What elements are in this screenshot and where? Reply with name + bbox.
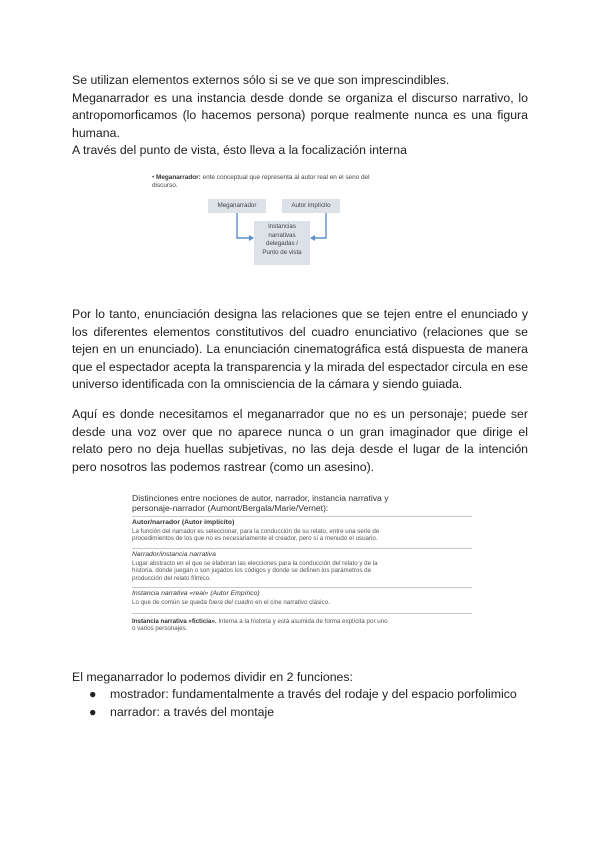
list-item-text: narrador: a través del montaje [110, 704, 275, 719]
text-italic: fuera del cuadro [208, 599, 254, 606]
paragraph-text: Por lo tanto, enunciación designa las relaciones que se tejen entre el enunciado y los diferentes elementos constitutivos del cuadro enunciativo (relaciones que se tejen en un enunciado). La enunciación cinematográfica está dispuesta de manera que el espectador acepta la transparencia y la mirada del espectador circula en ese universo identificada con la omnisciencia de la cámara y siendo guiada. [72, 307, 528, 392]
distinciones-figure [128, 492, 473, 642]
divider [132, 516, 472, 517]
text-part: Lo que de común se queda [132, 599, 209, 606]
divider [132, 587, 472, 588]
text-line: La función del narrador es seleccionar, para la conducción de su relato, entre una serie de [132, 528, 380, 535]
bullet-icon: ● [89, 704, 97, 719]
diagram-bullet-bold: Meganarrador: [156, 174, 201, 181]
box-autor-implicito: Autor implícito [282, 199, 340, 213]
section-text-narrador [132, 560, 472, 582]
enunciacion-paragraph [72, 306, 528, 394]
funciones-paragraph [72, 669, 528, 687]
divider [132, 548, 472, 549]
list-item [72, 686, 517, 704]
intro-line-2: Meganarrador es una instancia desde donde se organiza el discurso narrativo, lo antropomorficamos (lo hacemos persona) porque realmente nunca es una figura humana. [72, 90, 528, 140]
section-heading-real: Instancia narrativa «real» (Autor Empírico) [132, 590, 260, 597]
funciones-list [72, 686, 517, 721]
box-line: delegadas / [266, 240, 298, 248]
box-line: Instancias [268, 223, 296, 230]
intro-line-1: Se utilizan elementos externos sólo si se ve que son imprescindibles. [72, 73, 450, 87]
paragraph-text: El meganarrador lo podemos dividir en 2 funciones: [72, 670, 353, 684]
section-text-autor [132, 528, 472, 543]
bullet-icon: ● [89, 687, 97, 701]
text-line: Lugar abstracto en el que se elaboran las elecciones para la conducción del relato y de la [132, 560, 378, 567]
intro-paragraph [72, 72, 528, 160]
text-part: en el cine narrativo clásico. [253, 599, 330, 606]
list-item-text: mostrador: fundamentalmente a través del rodaje y del espacio porfolimico [110, 687, 517, 701]
section-heading-narrador: Narrador/instancia narrativa [132, 551, 216, 558]
text-line: o varios personajes. [132, 625, 188, 633]
text-line: producción del relato fílmico. [132, 574, 211, 582]
text-part: Interna a la historia y está asumida de forma explícita por uno [216, 618, 388, 625]
meganarrador-paragraph [72, 406, 528, 476]
text-line [132, 618, 472, 625]
text-line: historia, donde juegan o son jugados los códigos y donde se definen los parámetros de [132, 567, 372, 575]
divider [132, 613, 472, 614]
text-line: procedimientos de los que no es necesariamente el creador, pero sí a menudo el usuario. [132, 535, 378, 543]
meganarrador-diagram [150, 172, 400, 270]
bullet-dot: • [152, 174, 157, 181]
section-heading-autor: Autor/narrador (Autor implícito) [132, 519, 235, 526]
box-instancias-narrativas [254, 221, 310, 265]
section-ficticia [132, 618, 472, 633]
figure-title [132, 493, 472, 513]
section-text-real [132, 599, 472, 606]
paragraph-text: Aquí es donde necesitamos el meganarrador que no es un personaje; puede ser desde una voz over que no aparece nunca o un gran imaginador que dirige el relato pero no deja huellas subjetivas, no las deja desde el lugar de la intención pero nosotros las podemos rastrear (como un asesino). [72, 407, 528, 474]
list-item [72, 704, 517, 722]
intro-line-3: A través del punto de vista, ésto lleva a la focalización interna [72, 143, 407, 158]
section-heading-ficticia: Instancia narrativa «ficticia». [132, 618, 217, 625]
diagram-bullet-text: ente conceptual que representa al autor real en el seno del discurso. [152, 174, 370, 189]
box-line: Punto de vista [262, 248, 302, 256]
figure-title-line-1: Distinciones entre nociones de autor, narrador, instancia narrativa y [132, 493, 389, 503]
figure-title-line-2: personaje-narrador (Aumont/Bergala/Marie/Vernet): [132, 503, 329, 513]
box-line: narrativas [268, 231, 296, 239]
box-meganarrador: Meganarrador [208, 199, 266, 213]
